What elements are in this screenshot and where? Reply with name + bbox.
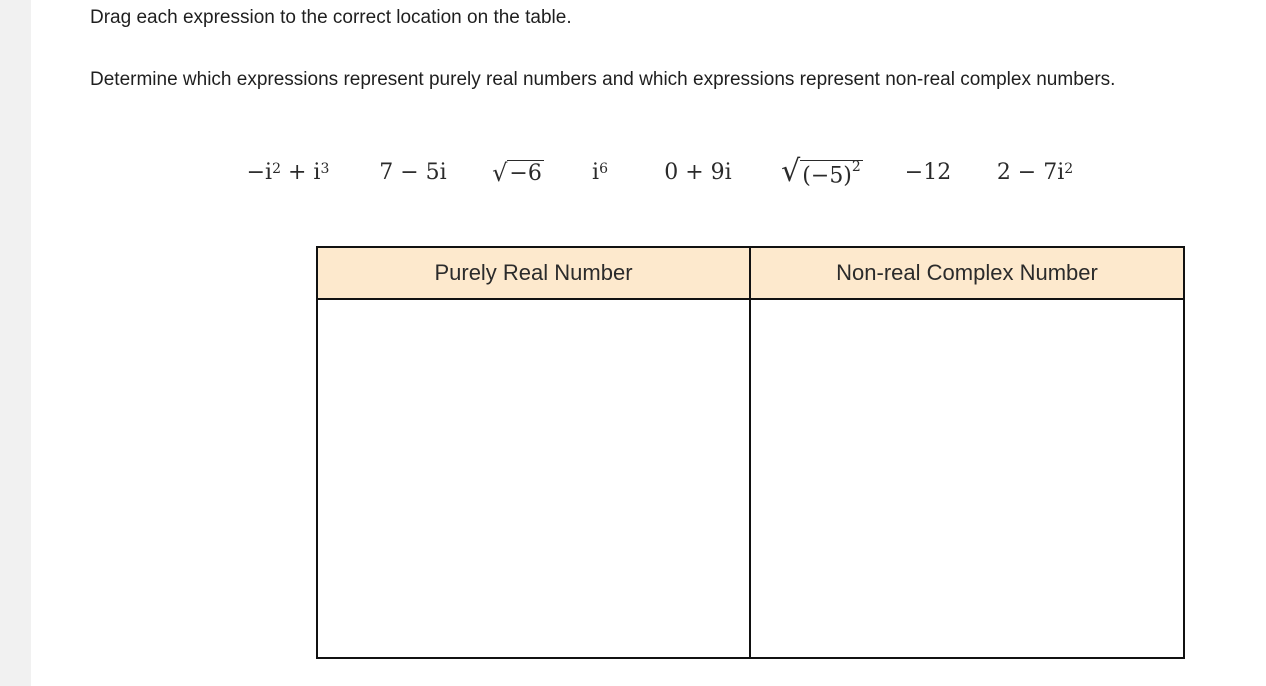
expression-tile-neg-i2-plus-i3[interactable]: −i $^2$ + i $^3$ [246,159,330,185]
expression-tile-i6[interactable]: i $^6$ [592,159,608,185]
column-header-non-real-complex: Non-real Complex Number [751,248,1183,300]
radical-icon: √ [781,154,801,189]
expression-tile-2-minus-7i2[interactable]: 2 − 7i $^2$ [996,159,1074,185]
column-header-purely-real: Purely Real Number [318,248,751,300]
question-text: Determine which expressions represent purely real numbers and which expressions represent non-real complex numbers. [90,69,1116,90]
instruction-text: Drag each expression to the correct location on the table. [90,7,572,28]
expression-bank [0,150,1266,200]
radical-icon: √ [492,158,508,187]
expression-tile-sqrt-neg6[interactable]: √ −6 [492,158,542,187]
left-gutter [0,0,31,686]
sorting-table [316,246,1185,659]
drop-zone-purely-real[interactable] [318,300,751,657]
expression-tile-sqrt-neg5-squared[interactable]: √ $(-5)^2$ [781,154,861,189]
expression-tile-0-plus-9i[interactable]: 0 + 9i [664,159,732,185]
expression-tile-neg12[interactable]: −12 [904,159,952,185]
drop-zone-non-real-complex[interactable] [751,300,1183,657]
expression-tile-7-minus-5i[interactable]: 7 − 5i [379,159,447,185]
